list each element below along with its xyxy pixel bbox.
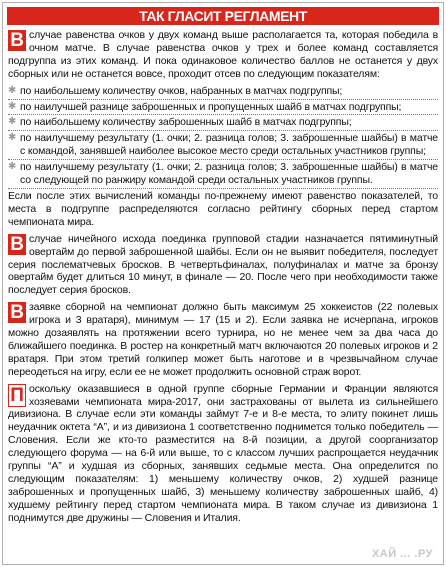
criteria-item: [8, 132, 438, 158]
drop-cap: В: [8, 234, 26, 255]
watermark: ХАЙ ... .РУ: [371, 548, 433, 560]
paragraph-relegation: [8, 383, 438, 525]
criteria-item: [8, 101, 438, 114]
dotted-divider: [8, 130, 438, 131]
paragraph-text: случае равенства очков у двух команд выше располагается та, которая победила в очном матче. В случае равенства очков у трех и более команд составляется подгруппа из этих команд. И пока одинаковое количество баллов не останется у двух сборных или не останется вовсе, проходит отсев по следующим показателям:: [8, 29, 438, 80]
snowflake-bullet-icon: ✱: [8, 84, 17, 96]
criteria-text: по наилучшему результату (1. очки; 2. разница голов; 3. заброшенные шайбы) в матче со следующей по ранжиру командой среди остальных участников группы.: [20, 161, 438, 187]
drop-cap: В: [8, 30, 26, 51]
snowflake-bullet-icon: ✱: [8, 116, 17, 128]
paragraph-rating: [8, 190, 438, 229]
paragraph-text: оскольку оказавшиеся в одной группе сборные Германии и Франции являются хозяевами чемпионата мира-2017, они застрахованы от вылета из сильнейшего дивизиона. В случае если эти команды займут 7-е и 8-е места, то элиту покинет лишь неудачник октета “А”, и из дивизиона 1 соответственно поднимется только победитель — Словения. Если же кто-то разместится на 8-й позиции, а другой соорганизатор следующего форума — на 6-й или выше, то с классом лучших распрощается неудачник группы “А” и худшая из сборных, занявших седьмые места. Она определится по следующим показателям: 1) меньшему количеству очков, 2) худшей разнице заброшенных и пропущенных шайб, 3) меньшему количеству заброшенных шайб, 4) худшему рейтингу перед стартом чемпионата мира. В таком случае из дивизиона 1 поднимутся две дружины — Словения и Италия.: [8, 382, 438, 524]
paragraph-text: случае ничейного исхода поединка групповой стадии назначается пятиминутный овертайм до первой заброшенной шайбы. Если он не выявит победителя, последует серия послематчевых бросков. В четвертьфиналах, полуфиналах и матче за бронзу овертайм будет длиться 10 минут, в финале — 20. После чего при необходимости также последует серия бросков.: [8, 232, 438, 297]
criteria-text: по наилучшему результату (1. очки; 2. разница голов; 3. заброшенные шайбы) в матче с командой, занявшей наиболее высокое место среди остальных участников группы;: [20, 132, 438, 158]
dotted-divider: [8, 188, 438, 189]
criteria-item: [8, 116, 438, 129]
paragraph-overtime: [8, 233, 438, 298]
article-body: [8, 29, 438, 529]
snowflake-bullet-icon: ✱: [8, 132, 17, 144]
dotted-divider: [8, 99, 438, 100]
criteria-item: [8, 85, 438, 98]
criteria-text: по наилучшей разнице заброшенных и пропущенных шайб в матчах подгруппы;: [20, 100, 402, 113]
dotted-divider: [8, 159, 438, 160]
snowflake-bullet-icon: ✱: [8, 161, 17, 173]
paragraph-tiebreak: [8, 29, 438, 81]
drop-cap: П: [8, 384, 26, 407]
page-title: ТАК ГЛАСИТ РЕГЛАМЕНТ: [7, 7, 439, 25]
paragraph-text: заявке сборной на чемпионат должно быть максимум 25 хоккеистов (22 полевых игрока и 3 вратаря), минимум — 17 (15 и 2). Если заявка не исчерпана, игроков можно дозаявлять на протяжении всего турнира, но не менее чем за два часа до ближайшего поединка. В ростер на конкретный матч включаются 20 полевых игроков и 2 вратаря. При этом третий голкипер может быть наготове и в чрезвычайном случае переодеться на игру, если ее не может продолжить основной страж ворот.: [8, 301, 438, 378]
drop-cap: В: [8, 302, 26, 323]
paragraph-text: Если после этих вычислений команды по-прежнему имеют равенство показателей, то места в подгруппе распределяются согласно рейтингу сборных перед стартом чемпионата мира.: [8, 189, 438, 228]
criteria-text: по наибольшему количеству заброшенных шайб в матчах подгруппы;: [20, 116, 352, 129]
snowflake-bullet-icon: ✱: [8, 100, 17, 112]
regulation-box: [2, 2, 444, 565]
criteria-text: по наибольшему количеству очков, набранных в матчах подгруппы;: [20, 84, 343, 97]
criteria-item: [8, 161, 438, 187]
dotted-divider: [8, 114, 438, 115]
criteria-list: [8, 85, 438, 189]
paragraph-roster: [8, 301, 438, 378]
